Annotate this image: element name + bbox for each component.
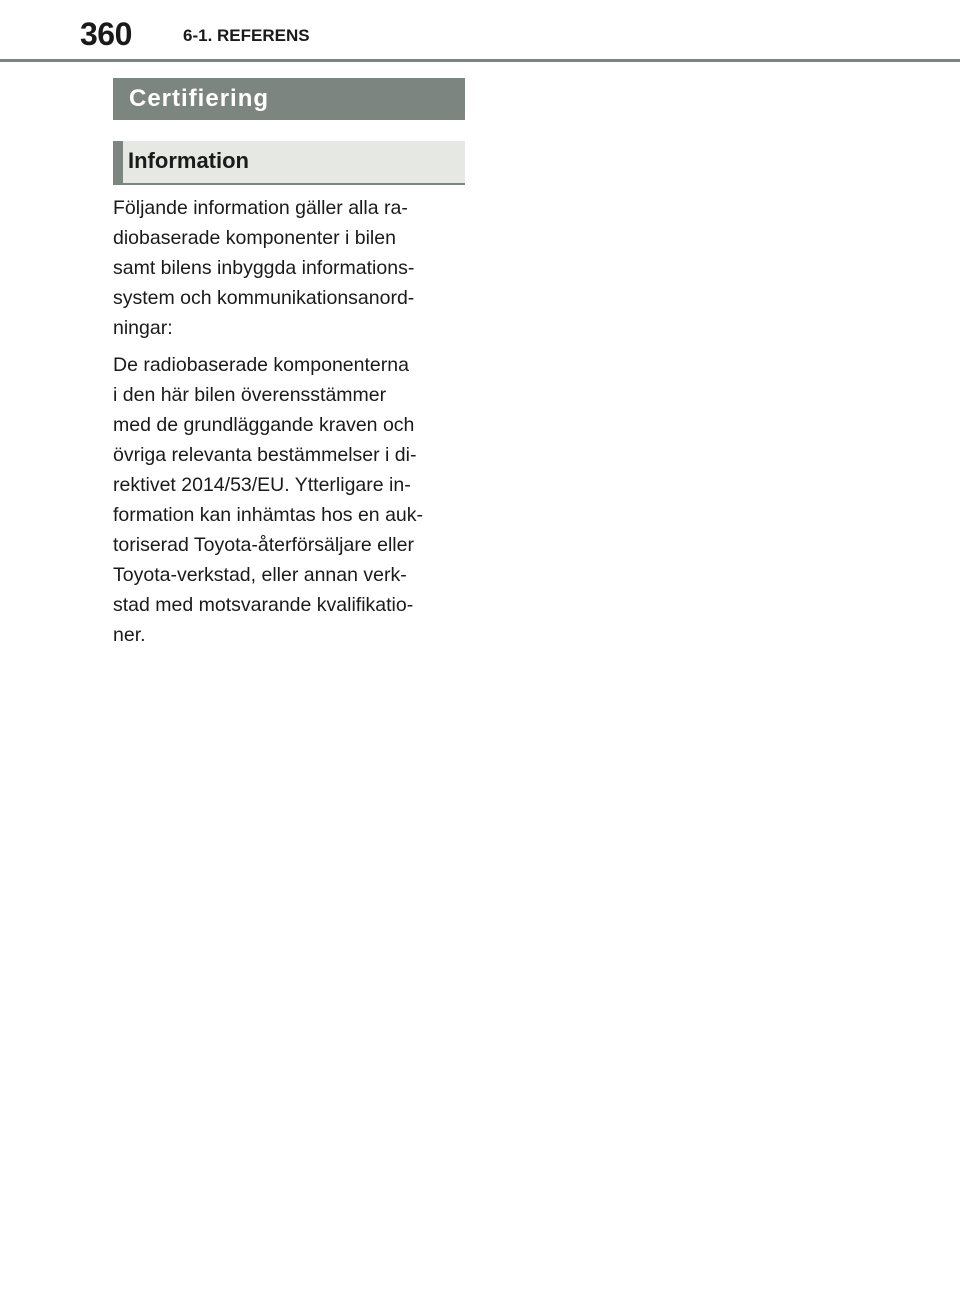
body-text	[113, 193, 465, 657]
text-line: Följande information gäller alla ra-	[113, 197, 408, 219]
subsection-title: Information	[128, 148, 249, 173]
chapter-reference: 6-1. REFERENS	[183, 26, 310, 45]
text-line: De radiobaserade komponenterna	[113, 354, 409, 376]
text-line: toriserad Toyota-återförsäljare eller	[113, 534, 414, 556]
text-line: i den här bilen överensstämmer	[113, 384, 387, 406]
text-line: ningar:	[113, 317, 173, 339]
page-number: 360	[80, 16, 132, 52]
text-line: stad med motsvarande kvalifikatio-	[113, 594, 414, 616]
text-line: diobaserade komponenter i bilen	[113, 227, 396, 249]
text-line: samt bilens inbyggda informations-	[113, 257, 415, 279]
text-line: Toyota-verkstad, eller annan verk-	[113, 564, 407, 586]
text-line: med de grundläggande kraven och	[113, 414, 415, 436]
text-line: formation kan inhämtas hos en auk-	[113, 504, 424, 526]
text-line: system och kommunikationsanord-	[113, 287, 415, 309]
section-title: Certifiering	[129, 85, 270, 112]
paragraph-1	[113, 193, 465, 343]
text-line: ner.	[113, 624, 146, 646]
subsection-accent-bar	[113, 141, 123, 183]
text-line: rektivet 2014/53/EU. Ytterligare in-	[113, 474, 411, 496]
text-line: övriga relevanta bestämmelser i di-	[113, 444, 417, 466]
section-title-banner	[113, 78, 465, 120]
subsection-heading-box	[113, 141, 465, 185]
paragraph-2	[113, 350, 465, 650]
header-divider	[0, 59, 960, 62]
